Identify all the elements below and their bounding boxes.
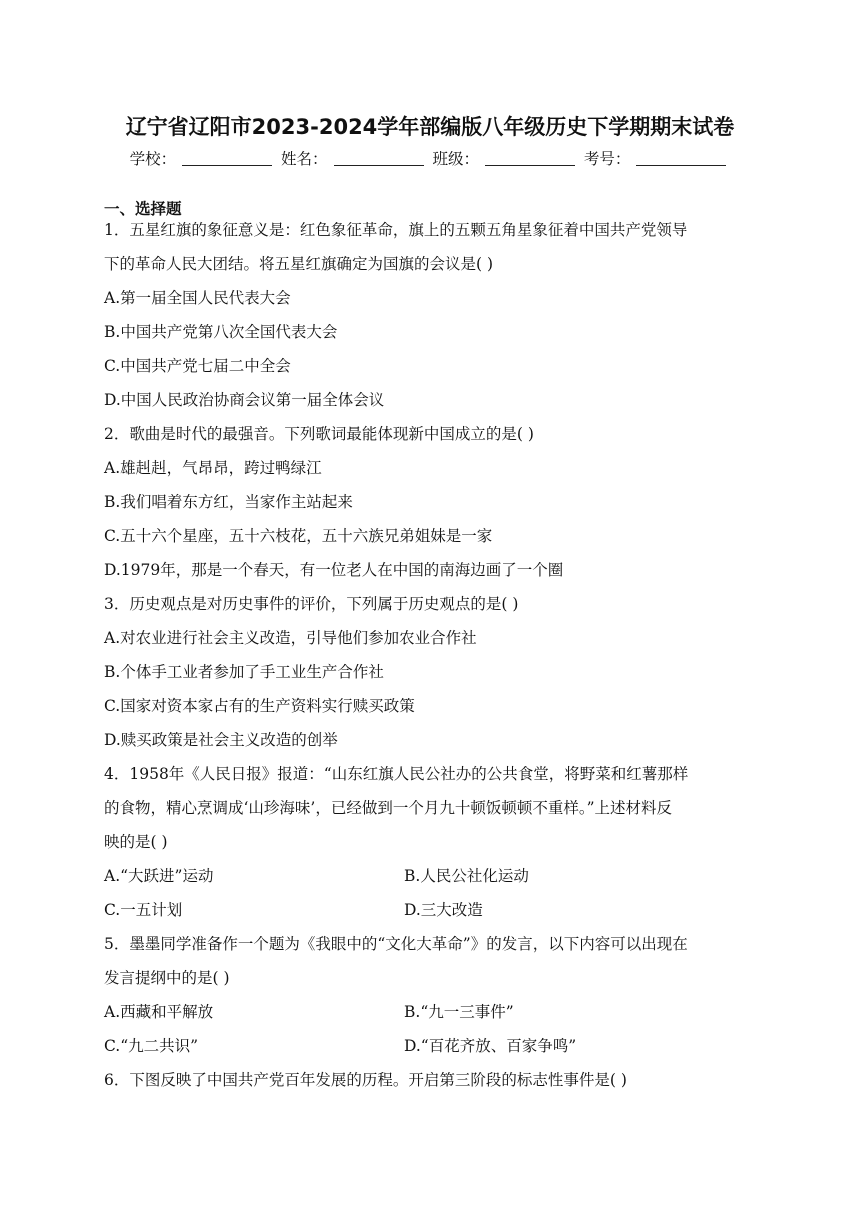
question-3-option-c[interactable]: C.国家对资本家占有的生产资料实行赎买政策 xyxy=(104,697,415,715)
question-1-option-a[interactable]: A.第一届全国人民代表大会 xyxy=(104,289,291,307)
question-4-option-a[interactable]: A.“大跃进”运动 xyxy=(104,867,214,885)
question-3-option-b[interactable]: B.个体手工业者参加了手工业生产合作社 xyxy=(104,663,384,681)
question-3-stem: 3．历史观点是对历史事件的评价，下列属于历史观点的是( ) xyxy=(104,595,519,613)
question-2-option-c[interactable]: C.五十六个星座，五十六枝花，五十六族兄弟姐妹是一家 xyxy=(104,527,493,545)
question-5-option-a[interactable]: A.西藏和平解放 xyxy=(104,1003,214,1021)
class-label: 班级： xyxy=(432,150,479,168)
question-5-option-d[interactable]: D.“百花齐放、百家争鸣” xyxy=(404,1037,577,1055)
question-4-option-d[interactable]: D.三大改造 xyxy=(404,901,483,919)
question-1-option-b[interactable]: B.中国共产党第八次全国代表大会 xyxy=(104,323,338,341)
question-3-option-d[interactable]: D.赎买政策是社会主义改造的创举 xyxy=(104,731,338,749)
section-heading: 一、选择题 xyxy=(104,200,182,218)
question-4-stem-line-3: 映的是( ) xyxy=(104,833,168,851)
question-1-option-d[interactable]: D.中国人民政治协商会议第一届全体会议 xyxy=(104,391,385,409)
question-4-option-c[interactable]: C.一五计划 xyxy=(104,901,183,919)
question-1-option-c[interactable]: C.中国共产党七届二中全会 xyxy=(104,357,291,375)
class-blank[interactable] xyxy=(485,151,575,166)
question-5-option-c[interactable]: C.“九二共识” xyxy=(104,1037,199,1055)
question-1-stem-line-2: 下的革命人民大团结。将五星红旗确定为国旗的会议是( ) xyxy=(104,255,494,273)
name-blank[interactable] xyxy=(334,151,424,166)
exam-title: 辽宁省辽阳市2023-2024学年部编版八年级历史下学期期末试卷 xyxy=(125,115,735,139)
question-5-stem-line-1: 5．墨墨同学准备作一个题为《我眼中的“文化大革命”》的发言，以下内容可以出现在 xyxy=(104,935,688,953)
question-6-stem: 6．下图反映了中国共产党百年发展的历程。开启第三阶段的标志性事件是( ) xyxy=(104,1071,627,1089)
exam-number-blank[interactable] xyxy=(636,151,726,166)
question-4-stem-line-1: 4．1958年《人民日报》报道：“山东红旗人民公社办的公共食堂，将野菜和红薯那样 xyxy=(104,765,689,783)
question-2-stem: 2．歌曲是时代的最强音。下列歌词最能体现新中国成立的是( ) xyxy=(104,425,534,443)
question-5-stem-line-2: 发言提纲中的是( ) xyxy=(104,969,230,987)
question-4-option-b[interactable]: B.人民公社化运动 xyxy=(404,867,529,885)
question-1-stem-line-1: 1．五星红旗的象征意义是：红色象征革命，旗上的五颗五角星象征着中国共产党领导 xyxy=(104,221,688,239)
question-2-option-b[interactable]: B.我们唱着东方红，当家作主站起来 xyxy=(104,493,353,511)
question-3-option-a[interactable]: A.对农业进行社会主义改造，引导他们参加农业合作社 xyxy=(104,629,477,647)
question-2-option-a[interactable]: A.雄赳赳，气昂昂，跨过鸭绿江 xyxy=(104,459,322,477)
question-2-option-d[interactable]: D.1979年，那是一个春天，有一位老人在中国的南海边画了一个圈 xyxy=(104,561,564,579)
school-blank[interactable] xyxy=(182,151,272,166)
name-label: 姓名： xyxy=(281,150,328,168)
exam-number-label: 考号： xyxy=(583,150,631,168)
question-5-option-b[interactable]: B.“九一三事件” xyxy=(404,1003,514,1021)
student-info-line xyxy=(0,147,860,169)
school-label: 学校： xyxy=(129,150,177,168)
question-4-stem-line-2: 的食物，精心烹调成‘山珍海味’，已经做到一个月九十顿饭顿顿不重样。”上述材料反 xyxy=(104,799,673,817)
